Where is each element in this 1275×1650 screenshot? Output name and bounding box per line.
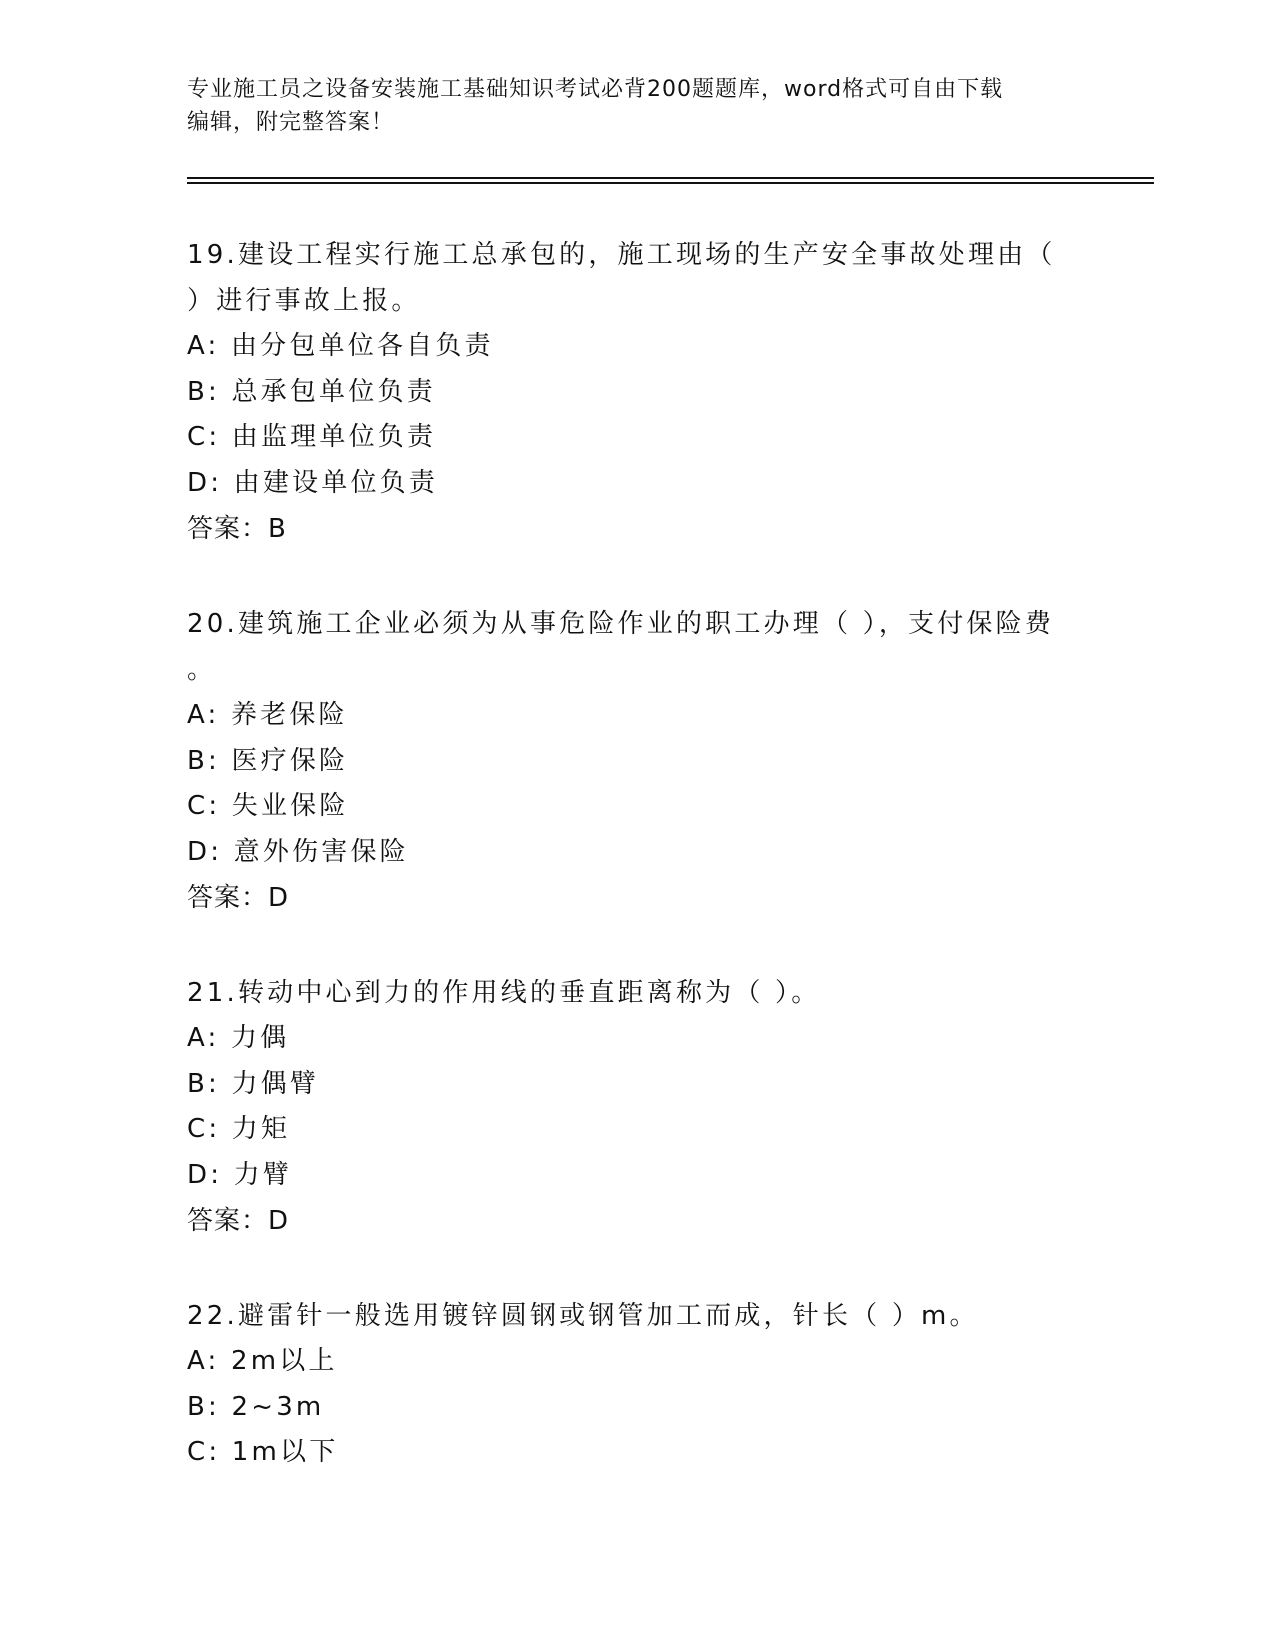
- question-19: [187, 232, 1056, 552]
- option-c: C: 1m以下: [187, 1437, 339, 1467]
- header-line-1: 专业施工员之设备安装施工基础知识考试必背200题题库，word格式可自由下载: [187, 77, 1004, 102]
- option-a: A: 由分包单位各自负责: [187, 331, 494, 361]
- option-a: A: 2m以上: [187, 1346, 338, 1376]
- header-divider-bottom: [187, 182, 1154, 184]
- header-divider-top: [187, 177, 1154, 179]
- option-b: B: 医疗保险: [187, 745, 349, 776]
- question-stem: 21.转动中心到力的作用线的垂直距离称为（ ）。: [187, 978, 821, 1008]
- question-21: [187, 970, 820, 1244]
- option-d: D: 由建设单位负责: [187, 467, 439, 498]
- question-stem: 22.避雷针一般选用镀锌圆钢或钢管加工而成，针长（ ）m。: [187, 1301, 979, 1331]
- option-c: C: 力矩: [187, 1114, 291, 1144]
- question-stem: 19.建设工程实行施工总承包的，施工现场的生产安全事故处理由（: [187, 240, 1056, 270]
- question-stem: 20.建筑施工企业必须为从事危险作业的职工办理（ ），支付保险费: [187, 609, 1055, 639]
- option-b: B: 力偶臂: [187, 1068, 320, 1099]
- option-c: C: 失业保险: [187, 791, 349, 821]
- answer: 答案：D: [187, 883, 290, 913]
- question-20: [187, 601, 1054, 921]
- question-stem: ）进行事故上报。: [187, 286, 421, 316]
- document-header: [187, 73, 1067, 139]
- option-b: B: 总承包单位负责: [187, 376, 436, 407]
- answer: 答案：D: [187, 1206, 290, 1236]
- answer: 答案：B: [187, 514, 287, 544]
- option-d: D: 力臂: [187, 1159, 293, 1190]
- option-c: C: 由监理单位负责: [187, 422, 437, 452]
- question-stem: 。: [187, 655, 217, 685]
- option-a: A: 力偶: [187, 1023, 290, 1053]
- question-22: [187, 1293, 979, 1476]
- header-line-2: 编辑，附完整答案！: [187, 110, 395, 135]
- option-b: B: 2~3m: [187, 1391, 325, 1422]
- option-a: A: 养老保险: [187, 700, 348, 730]
- option-d: D: 意外伤害保险: [187, 836, 409, 867]
